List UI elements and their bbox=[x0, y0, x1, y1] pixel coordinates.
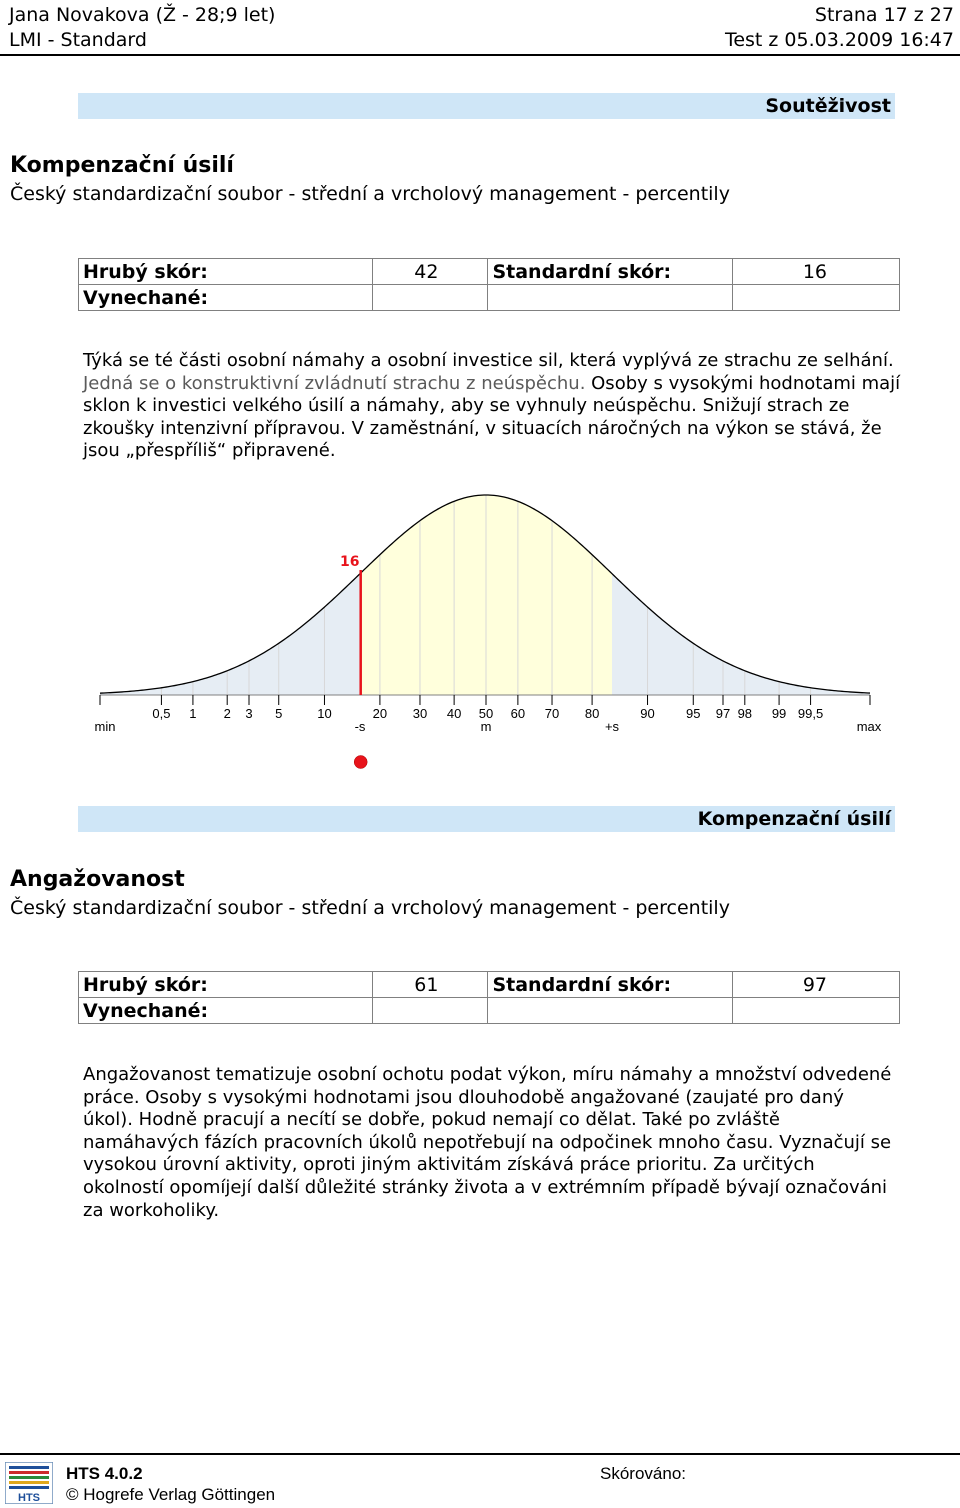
standard-score-value: 16 bbox=[733, 259, 900, 285]
percentile-tick-label: 20 bbox=[372, 706, 388, 721]
percentile-tick-label: 99,5 bbox=[797, 706, 824, 721]
candidate-name: Jana Novakova (Ž - 28;9 let) bbox=[9, 4, 276, 26]
percentile-tick-label: 2 bbox=[223, 706, 231, 721]
score-marker-label: 16 bbox=[339, 554, 360, 570]
missing-value bbox=[372, 285, 488, 311]
band-previous-scale: Soutěživost bbox=[78, 93, 895, 119]
footer-publisher: © Hogrefe Verlag Göttingen bbox=[66, 1485, 276, 1504]
percentile-tick-label: 95 bbox=[686, 706, 701, 721]
description-part-gray: Jedná se o konstruktivní zvládnutí strachu z neúspěchu. bbox=[83, 372, 586, 394]
percentile-tick-label: 10 bbox=[317, 706, 332, 721]
raw-score-value: 42 bbox=[372, 259, 488, 285]
score-marker-dot bbox=[354, 756, 367, 769]
percentile-tick-label: 30 bbox=[412, 706, 428, 721]
section2-title: Angažovanost bbox=[10, 867, 185, 892]
percentile-tick-label: 60 bbox=[510, 706, 526, 721]
percentile-tick-label: 98 bbox=[737, 706, 753, 721]
page-number: Strana 17 z 27 bbox=[814, 4, 954, 26]
empty-cell bbox=[733, 285, 900, 311]
test-name: LMI - Standard bbox=[9, 29, 147, 51]
section2-description: Angažovanost tematizuje osobní ochotu podat výkon, míru námahy a množství odvedené práce. Osoby s vysokými hodnotami jsou dlouhodobě angažované (zaujaté pro daný úkol). Hodně pracují a necítí se dobře, pokud nemají co dělat. Také po zvláště namáhavých fázích pracovních úkolů nepotřebují na odpočinek mnoho času. Vyznačují se vysokou úrovní aktivity, oproti jiným aktivitám získává práce prioritu. Za určitých okolností opomíjejí další důležité stránky života a v extrémním případě bývají označováni za workoholiky. bbox=[83, 1064, 892, 1221]
raw-score-label: Hrubý skór: bbox=[79, 972, 373, 998]
logo-text: HTS bbox=[18, 1492, 40, 1504]
normal-distribution-chart bbox=[0, 480, 960, 780]
section2-norm: Český standardizační soubor - střední a vrcholový management - percentily bbox=[10, 897, 730, 919]
raw-score-label: Hrubý skór: bbox=[79, 259, 373, 285]
percentile-tick-label: 50 bbox=[478, 706, 494, 721]
section1-title: Kompenzační úsilí bbox=[10, 153, 234, 178]
percentile-tick-label: 40 bbox=[446, 706, 462, 721]
axis-label-minus-s: -s bbox=[354, 719, 366, 734]
raw-score-value: 61 bbox=[372, 972, 488, 998]
percentile-tick-label: 3 bbox=[245, 706, 253, 721]
standard-score-label: Standardní skór: bbox=[488, 259, 733, 285]
percentile-tick-label: 0,5 bbox=[152, 706, 171, 721]
empty-cell bbox=[733, 998, 900, 1024]
axis-label-plus-s: +s bbox=[604, 719, 620, 734]
missing-label: Vynechané: bbox=[79, 998, 373, 1024]
section1-score-table bbox=[78, 258, 900, 311]
axis-label-max: max bbox=[856, 719, 882, 734]
test-date: Test z 05.03.2009 16:47 bbox=[724, 29, 954, 51]
empty-cell bbox=[488, 285, 733, 311]
percentile-tick-label: 80 bbox=[584, 706, 600, 721]
missing-label: Vynechané: bbox=[79, 285, 373, 311]
footer-rule bbox=[0, 1453, 960, 1455]
empty-cell bbox=[488, 998, 733, 1024]
standard-score-value: 97 bbox=[733, 972, 900, 998]
percentile-tick-label: 70 bbox=[544, 706, 560, 721]
percentile-tick-label: 99 bbox=[771, 706, 787, 721]
band-current-scale: Kompenzační úsilí bbox=[78, 806, 895, 832]
description-part: Týká se té části osobní námahy a osobní investice sil, která vyplývá ze strachu ze selhání. bbox=[83, 350, 894, 371]
chart-tail-left bbox=[100, 574, 360, 695]
footer-version: HTS 4.0.2 bbox=[66, 1464, 143, 1483]
missing-value bbox=[372, 998, 488, 1024]
axis-label-mean: m bbox=[480, 719, 492, 734]
percentile-tick-label: 90 bbox=[640, 706, 655, 721]
percentile-tick-label: 5 bbox=[275, 706, 283, 721]
percentile-tick-label: 97 bbox=[715, 706, 731, 721]
axis-label-min: min bbox=[94, 719, 116, 734]
header-rule bbox=[0, 54, 960, 56]
section2-score-table bbox=[78, 971, 900, 1024]
chart-tail-right bbox=[612, 574, 870, 695]
section1-norm: Český standardizační soubor - střední a vrcholový management - percentily bbox=[10, 183, 730, 205]
standard-score-label: Standardní skór: bbox=[488, 972, 733, 998]
section1-description bbox=[83, 350, 903, 463]
percentile-tick-label: 1 bbox=[189, 706, 197, 721]
description-part: Osoby s vysokými hodnotami mají sklon k investici velkého úsilí a námahy, aby se vyhnuly neúspěchu. Snižují strach ze zkoušky intenzivní přípravou. V zaměstnání, v situacích náročných na výkon se stává, že jsou „přespříliš“ připravené. bbox=[83, 372, 901, 462]
footer-scoring-label: Skórováno: bbox=[600, 1464, 686, 1483]
hts-logo-icon bbox=[5, 1462, 53, 1504]
